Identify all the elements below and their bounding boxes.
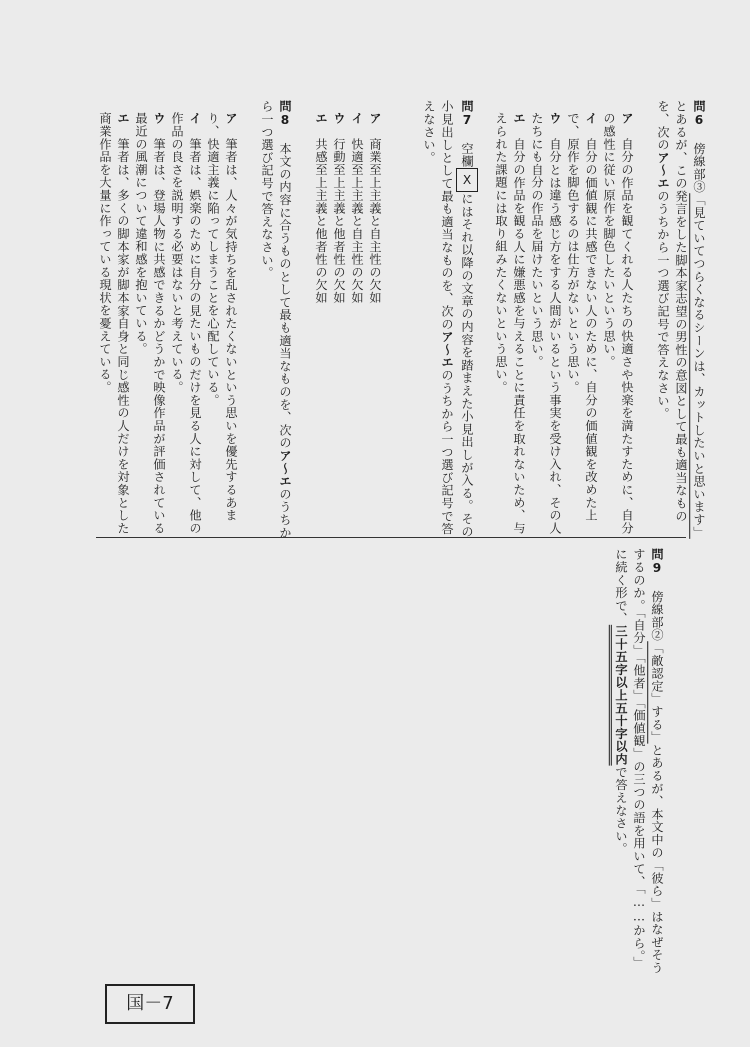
option-text: 筆者は、多くの脚本家が脚本家自身と同じ感性の人だけを対象とした商業作品を大量に作っている現状を憂えている。 bbox=[98, 112, 130, 535]
q9-prompt-quote: 「敵認定」する」 bbox=[650, 641, 664, 744]
q9-length-requirement: 三十五字以上五十字以内 bbox=[614, 624, 628, 766]
option-label: エ bbox=[512, 112, 526, 125]
option-text: 行動至上主義と他者性の欠如 bbox=[332, 137, 346, 305]
q6-prompt-a: 傍線部③ bbox=[692, 142, 706, 194]
q8-number: 問8 bbox=[278, 100, 292, 128]
q7-prompt-range: ア〜エ bbox=[440, 330, 454, 369]
option-label: ア bbox=[368, 112, 382, 125]
option-label: ウ bbox=[152, 112, 166, 125]
q7-option-b bbox=[348, 112, 366, 412]
q6-prompt-c: とあるが、この発言をした脚本家志望の男性の意図として最も適当なものを、次の bbox=[656, 100, 688, 523]
option-label: エ bbox=[116, 112, 130, 125]
q6-option-c bbox=[528, 112, 564, 537]
q6-number: 問6 bbox=[692, 100, 706, 128]
q7-prompt-b: にはそれ以降の文章の内容を踏まえた小見出しが入る。その小見出しとして最も適当なものを、次の bbox=[440, 100, 474, 538]
option-label: エ bbox=[314, 112, 328, 125]
option-text: 快適至上主義と自主性の欠如 bbox=[350, 137, 364, 305]
q8-option-d bbox=[96, 112, 132, 537]
q6-prompt-range: ア〜エ bbox=[656, 151, 670, 190]
option-text: 筆者は、娯楽のために自分の見たいものだけを見る人に対して、他の作品の良さを説明する必要はないと考えている。 bbox=[170, 112, 202, 535]
option-text: 筆者は、登場人物に共感できるかどうかで映像作品が評価されている最近の風潮について違和感を抱いている。 bbox=[134, 112, 166, 535]
option-text: 自分の作品を観る人に嫌悪感を与えることに責任を取れないため、与えられた課題には取り組みたくないという思い。 bbox=[494, 112, 526, 535]
option-label: イ bbox=[188, 112, 202, 125]
option-text: 筆者は、人々が気持ちを乱されたくないという思いを優先するあまり、快適主義に陥ってしまうことを心配している。 bbox=[206, 112, 238, 522]
option-label: ア bbox=[224, 112, 238, 125]
option-text: 共感至上主義と他者性の欠如 bbox=[314, 137, 328, 305]
q9-prompt-a: 傍線部② bbox=[650, 590, 664, 642]
q8-option-b bbox=[168, 112, 204, 537]
q7-option-c bbox=[330, 112, 348, 412]
q9-prompt-e: で答えなさい。 bbox=[614, 765, 628, 856]
q9-number: 問9 bbox=[650, 548, 664, 576]
option-text: 自分とは違う感じ方をする人間がいるという事実を受け入れ、その人たちにも自分の作品を届けたいという思い。 bbox=[530, 112, 562, 535]
q7-blank-box: X bbox=[456, 168, 478, 193]
option-label: イ bbox=[584, 112, 598, 125]
page-number: 国－7 bbox=[105, 984, 195, 1024]
option-text: 商業至上主義と自主性の欠如 bbox=[368, 137, 382, 305]
q8-option-a bbox=[204, 112, 240, 537]
q7-option-a bbox=[366, 112, 384, 412]
q9-prompt-c: とあるが、本文中の「彼ら」はなぜそうするのか。「自分」「他者」「価値観」の三つの語を用いて、「……から。」に続く形で、 bbox=[614, 548, 664, 975]
q8-prompt-a: 本文の内容に合うものとして最も適当なものを、次の bbox=[278, 142, 292, 450]
q6-prompt bbox=[654, 100, 708, 540]
q6-option-a bbox=[600, 112, 636, 537]
q7-prompt-d: のうちから一つ選び記号で答えなさい。 bbox=[422, 100, 454, 536]
option-label: ウ bbox=[548, 112, 562, 125]
q7-prompt-a: 空欄 bbox=[460, 142, 474, 168]
option-label: ア bbox=[620, 112, 634, 125]
q7-prompt bbox=[420, 100, 478, 540]
q7-option-d bbox=[312, 112, 330, 412]
option-text: 自分の価値観に共感できない人のために、自分の価値観を改めた上で、原作を脚色するのは仕方がないという思い。 bbox=[566, 112, 598, 522]
q8-option-c bbox=[132, 112, 168, 537]
q6-option-b bbox=[564, 112, 600, 537]
option-label: イ bbox=[350, 112, 364, 125]
q8-prompt-range: ア〜エ bbox=[278, 449, 292, 488]
section-divider bbox=[96, 537, 686, 538]
q9-prompt bbox=[612, 548, 666, 978]
q6-prompt-e: のうちから一つ選び記号で答えなさい。 bbox=[656, 189, 670, 421]
q6-option-d bbox=[492, 112, 528, 537]
option-text: 自分の作品を観てくれる人たちの快適さや快楽を満たすために、自分の感性に従い原作を脚色したいという思い。 bbox=[602, 112, 634, 535]
q8-prompt bbox=[258, 100, 294, 540]
q7-number: 問7 bbox=[460, 100, 474, 128]
option-label: ウ bbox=[332, 112, 346, 125]
q8-prompt-c: のうちから一つ選び記号で答えなさい。 bbox=[260, 100, 292, 539]
q6-prompt-quote: 「見ていてつらくなるシーンは、カットしたいと思います」 bbox=[692, 193, 706, 539]
